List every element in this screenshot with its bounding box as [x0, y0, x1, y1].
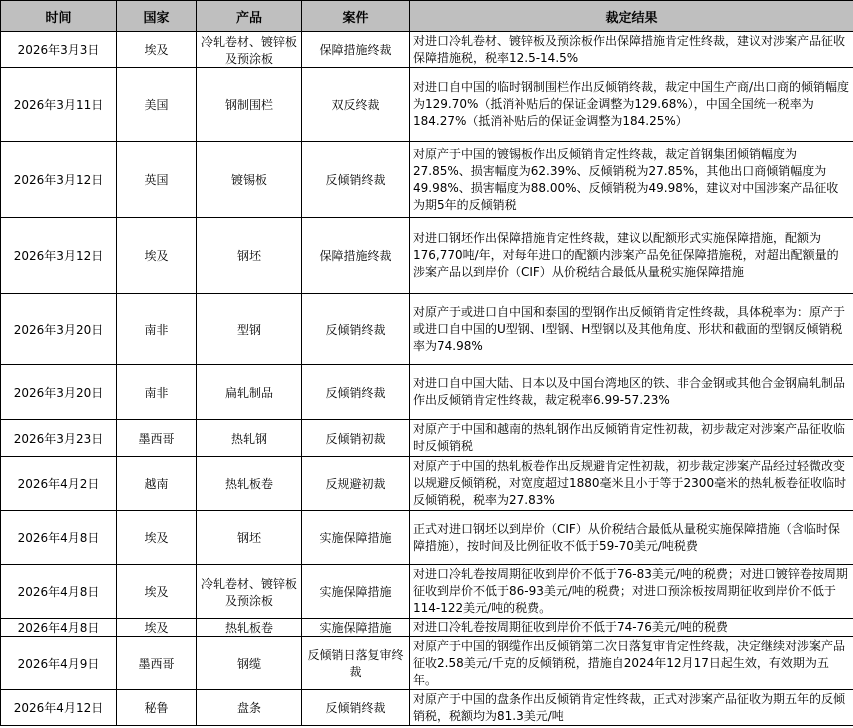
- cell-date: 2026年3月23日: [1, 420, 117, 457]
- cell-result: 对进口冷轧卷按周期征收到岸价不低于74-76美元/吨的税费: [410, 619, 853, 637]
- cell-country: 埃及: [117, 619, 197, 637]
- header-product: 产品: [197, 1, 302, 32]
- cell-product: 钢坯: [197, 218, 302, 294]
- header-case: 案件: [302, 1, 410, 32]
- table-row: [1, 565, 853, 619]
- cell-country: 南非: [117, 294, 197, 365]
- cell-case: 实施保障措施: [302, 619, 410, 637]
- cell-country: 越南: [117, 457, 197, 511]
- table-row: [1, 365, 853, 420]
- header-result: 裁定结果: [410, 1, 853, 32]
- cell-result: 对进口自中国大陆、日本以及中国台湾地区的铁、非合金钢或其他合金钢扁轧制品作出反倾销肯定性终裁，裁定税率6.99-57.23%: [410, 365, 853, 420]
- cell-date: 2026年4月8日: [1, 511, 117, 565]
- cell-result: 对原产于中国的钢缆作出反倾销第二次日落复审肯定性终裁，决定继续对涉案产品征收2.58美元/千克的反倾销税，措施自2024年12月17日起生效，有效期为五年。: [410, 637, 853, 690]
- cell-country: 埃及: [117, 32, 197, 68]
- cell-date: 2026年4月8日: [1, 619, 117, 637]
- cell-case: 反倾销日落复审终裁: [302, 637, 410, 690]
- cell-country: 南非: [117, 365, 197, 420]
- cell-product: 热轧钢: [197, 420, 302, 457]
- cell-case: 反倾销终裁: [302, 365, 410, 420]
- cell-product: 型钢: [197, 294, 302, 365]
- cell-date: 2026年4月9日: [1, 637, 117, 690]
- cell-date: 2026年4月2日: [1, 457, 117, 511]
- cell-country: 秘鲁: [117, 690, 197, 726]
- cell-product: 钢缆: [197, 637, 302, 690]
- table-row: [1, 218, 853, 294]
- cell-country: 美国: [117, 68, 197, 142]
- cell-result: 对进口冷轧卷材、镀锌板及预涂板作出保障措施肯定性终裁，建议对涉案产品征收保障措施税，税率12.5-14.5%: [410, 32, 853, 68]
- table-row: [1, 32, 853, 68]
- cell-case: 保障措施终裁: [302, 218, 410, 294]
- table-row: [1, 457, 853, 511]
- cell-product: 扁轧制品: [197, 365, 302, 420]
- header-row: [1, 1, 853, 32]
- table-row: [1, 142, 853, 218]
- cell-result: 对原产于中国的镀锡板作出反倾销肯定性终裁，裁定首钢集团倾销幅度为27.85%、损害幅度为62.39%、反倾销税为27.85%，其他出口商倾销幅度为49.98%、损害幅度为88.00%、反倾销税为49.98%，建议对中国涉案产品征收为期5年的反倾销税: [410, 142, 853, 218]
- table-row: [1, 420, 853, 457]
- cell-product: 冷轧卷材、镀锌板及预涂板: [197, 565, 302, 619]
- cell-result: 对进口钢坯作出保障措施肯定性终裁，建议以配额形式实施保障措施，配额为176,770吨/年，对每年进口的配额内涉案产品免征保障措施税，对超出配额量的涉案产品以到岸价（CIF）从价税结合最低从量税实施保障措施: [410, 218, 853, 294]
- cell-product: 镀锡板: [197, 142, 302, 218]
- cell-product: 热轧板卷: [197, 619, 302, 637]
- cell-country: 墨西哥: [117, 420, 197, 457]
- cell-date: 2026年4月8日: [1, 565, 117, 619]
- cell-case: 实施保障措施: [302, 511, 410, 565]
- cell-date: 2026年3月20日: [1, 365, 117, 420]
- cell-case: 实施保障措施: [302, 565, 410, 619]
- cell-result: 对原产于中国和越南的热轧钢作出反倾销肯定性初裁，初步裁定对涉案产品征收临时反倾销税: [410, 420, 853, 457]
- table-row: [1, 511, 853, 565]
- cell-country: 埃及: [117, 218, 197, 294]
- cell-date: 2026年3月20日: [1, 294, 117, 365]
- cell-date: 2026年4月12日: [1, 690, 117, 726]
- cell-case: 反倾销终裁: [302, 142, 410, 218]
- cell-case: 反规避初裁: [302, 457, 410, 511]
- cell-product: 热轧板卷: [197, 457, 302, 511]
- cell-case: 保障措施终裁: [302, 32, 410, 68]
- cell-country: 埃及: [117, 565, 197, 619]
- cell-result: 对进口冷轧卷按周期征收到岸价不低于76-83美元/吨的税费；对进口镀锌卷按周期征收到岸价不低于86-93美元/吨的税费；对进口预涂板按周期征收到岸价不低于114-122美元/吨的税费。: [410, 565, 853, 619]
- cell-date: 2026年3月3日: [1, 32, 117, 68]
- cell-case: 反倾销终裁: [302, 294, 410, 365]
- header-date: 时间: [1, 1, 117, 32]
- cell-date: 2026年3月12日: [1, 142, 117, 218]
- cell-country: 英国: [117, 142, 197, 218]
- cell-case: 反倾销初裁: [302, 420, 410, 457]
- cell-result: 正式对进口钢坯以到岸价（CIF）从价税结合最低从量税实施保障措施（含临时保障措施），按时间及比例征收不低于59-70美元/吨税费: [410, 511, 853, 565]
- cell-country: 墨西哥: [117, 637, 197, 690]
- table-row: [1, 619, 853, 637]
- table-row: [1, 690, 853, 726]
- table-row: [1, 294, 853, 365]
- cell-case: 反倾销终裁: [302, 690, 410, 726]
- cell-date: 2026年3月11日: [1, 68, 117, 142]
- cell-result: 对原产于中国的热轧板卷作出反规避肯定性初裁，初步裁定涉案产品经过轻微改变以规避反倾销税，对宽度超过1880毫米且小于等于2300毫米的热轧板卷征收临时反倾销税，税率为27.83%: [410, 457, 853, 511]
- cell-date: 2026年3月12日: [1, 218, 117, 294]
- table-row: [1, 637, 853, 690]
- cell-product: 钢制围栏: [197, 68, 302, 142]
- cell-result: 对进口自中国的临时钢制围栏作出反倾销终裁，裁定中国生产商/出口商的倾销幅度为129.70%（抵消补贴后的保证金调整为129.68%），中国全国统一税率为184.27%（抵消补贴后的保证金调整为184.25%）: [410, 68, 853, 142]
- cell-case: 双反终裁: [302, 68, 410, 142]
- header-country: 国家: [117, 1, 197, 32]
- cell-product: 盘条: [197, 690, 302, 726]
- cell-result: 对原产于或进口自中国和泰国的型钢作出反倾销肯定性终裁，具体税率为：原产于或进口自中国的U型钢、I型钢、H型钢以及其他角度、形状和截面的型钢反倾销税率为74.98%: [410, 294, 853, 365]
- table-row: [1, 68, 853, 142]
- cell-result: 对原产于中国的盘条作出反倾销肯定性终裁，正式对涉案产品征收为期五年的反倾销税，税额均为81.3美元/吨: [410, 690, 853, 726]
- cell-country: 埃及: [117, 511, 197, 565]
- cell-product: 钢坯: [197, 511, 302, 565]
- cell-product: 冷轧卷材、镀锌板及预涂板: [197, 32, 302, 68]
